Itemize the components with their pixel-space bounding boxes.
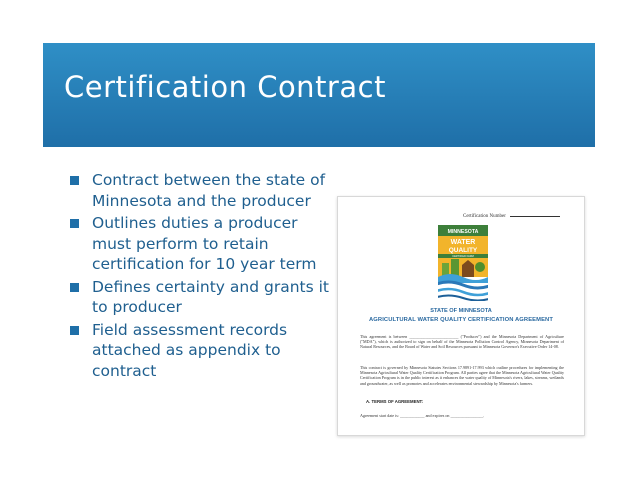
bullet-list: [68, 170, 330, 383]
bullet-text: Field assessment records attached as appendix to contract: [92, 320, 288, 380]
bullet-item: [68, 213, 330, 275]
bullet-item: [68, 277, 330, 318]
square-bullet-icon: [70, 176, 79, 185]
svg-text:MINNESOTA: MINNESOTA: [447, 229, 479, 235]
square-bullet-icon: [70, 219, 79, 228]
bullet-text: Contract between the state of Minnesota and the producer: [92, 171, 326, 210]
agreement-heading: AGRICULTURAL WATER QUALITY CERTIFICATION AGREEMENT: [369, 317, 553, 323]
slide-title: Certification Contract: [64, 70, 386, 104]
square-bullet-icon: [70, 283, 79, 292]
svg-text:CERTIFIED FARM: CERTIFIED FARM: [452, 255, 474, 259]
terms-heading: A. TERMS OF AGREEMENT:: [366, 399, 424, 404]
svg-text:QUALITY: QUALITY: [448, 247, 478, 254]
svg-text:WATER: WATER: [450, 239, 476, 246]
state-heading: STATE OF MINNESOTA: [430, 308, 492, 314]
bullet-text: Defines certainty and grants it to producer: [92, 277, 329, 316]
bullet-item: [68, 170, 330, 211]
agreement-paragraph-2: This contract is governed by Minnesota Statutes Sections 17.9891-17.993 which outline procedures for implementing the Minnesota Agricultural Water Quality Certification Program. All parties agree that the Minnesota Agricultural Water Quality Certification Program is in the public interest as it enhances the water quality of Minnesota's rivers, lakes, streams, wetlands and groundwater, as well as promotes and accelerates environmental stewardship by Minnesota's farmers.: [360, 365, 564, 386]
certification-number-field: Certification Number: [463, 214, 560, 219]
bullet-item: [68, 320, 330, 382]
bullet-text: Outlines duties a producer must perform to retain certification for 10 year term: [92, 214, 317, 273]
contract-document-image: [337, 196, 585, 436]
square-bullet-icon: [70, 326, 79, 335]
agreement-paragraph-1: This agreement is between ________________________ ("Producer") and the Minnesota Department of Agriculture ("MDA"), which is authorized to sign on behalf of the Minnesota Pollution Control Agency, Minnesota Department of Natural Resources, and the Board of Water and Soil Resources pursuant to Minnesota Governor's Executive Order 14-08.: [360, 334, 564, 350]
minnesota-water-quality-logo: [438, 225, 488, 301]
start-date-line: Agreement start date is: ____________ and expires on ________________.: [360, 413, 485, 418]
